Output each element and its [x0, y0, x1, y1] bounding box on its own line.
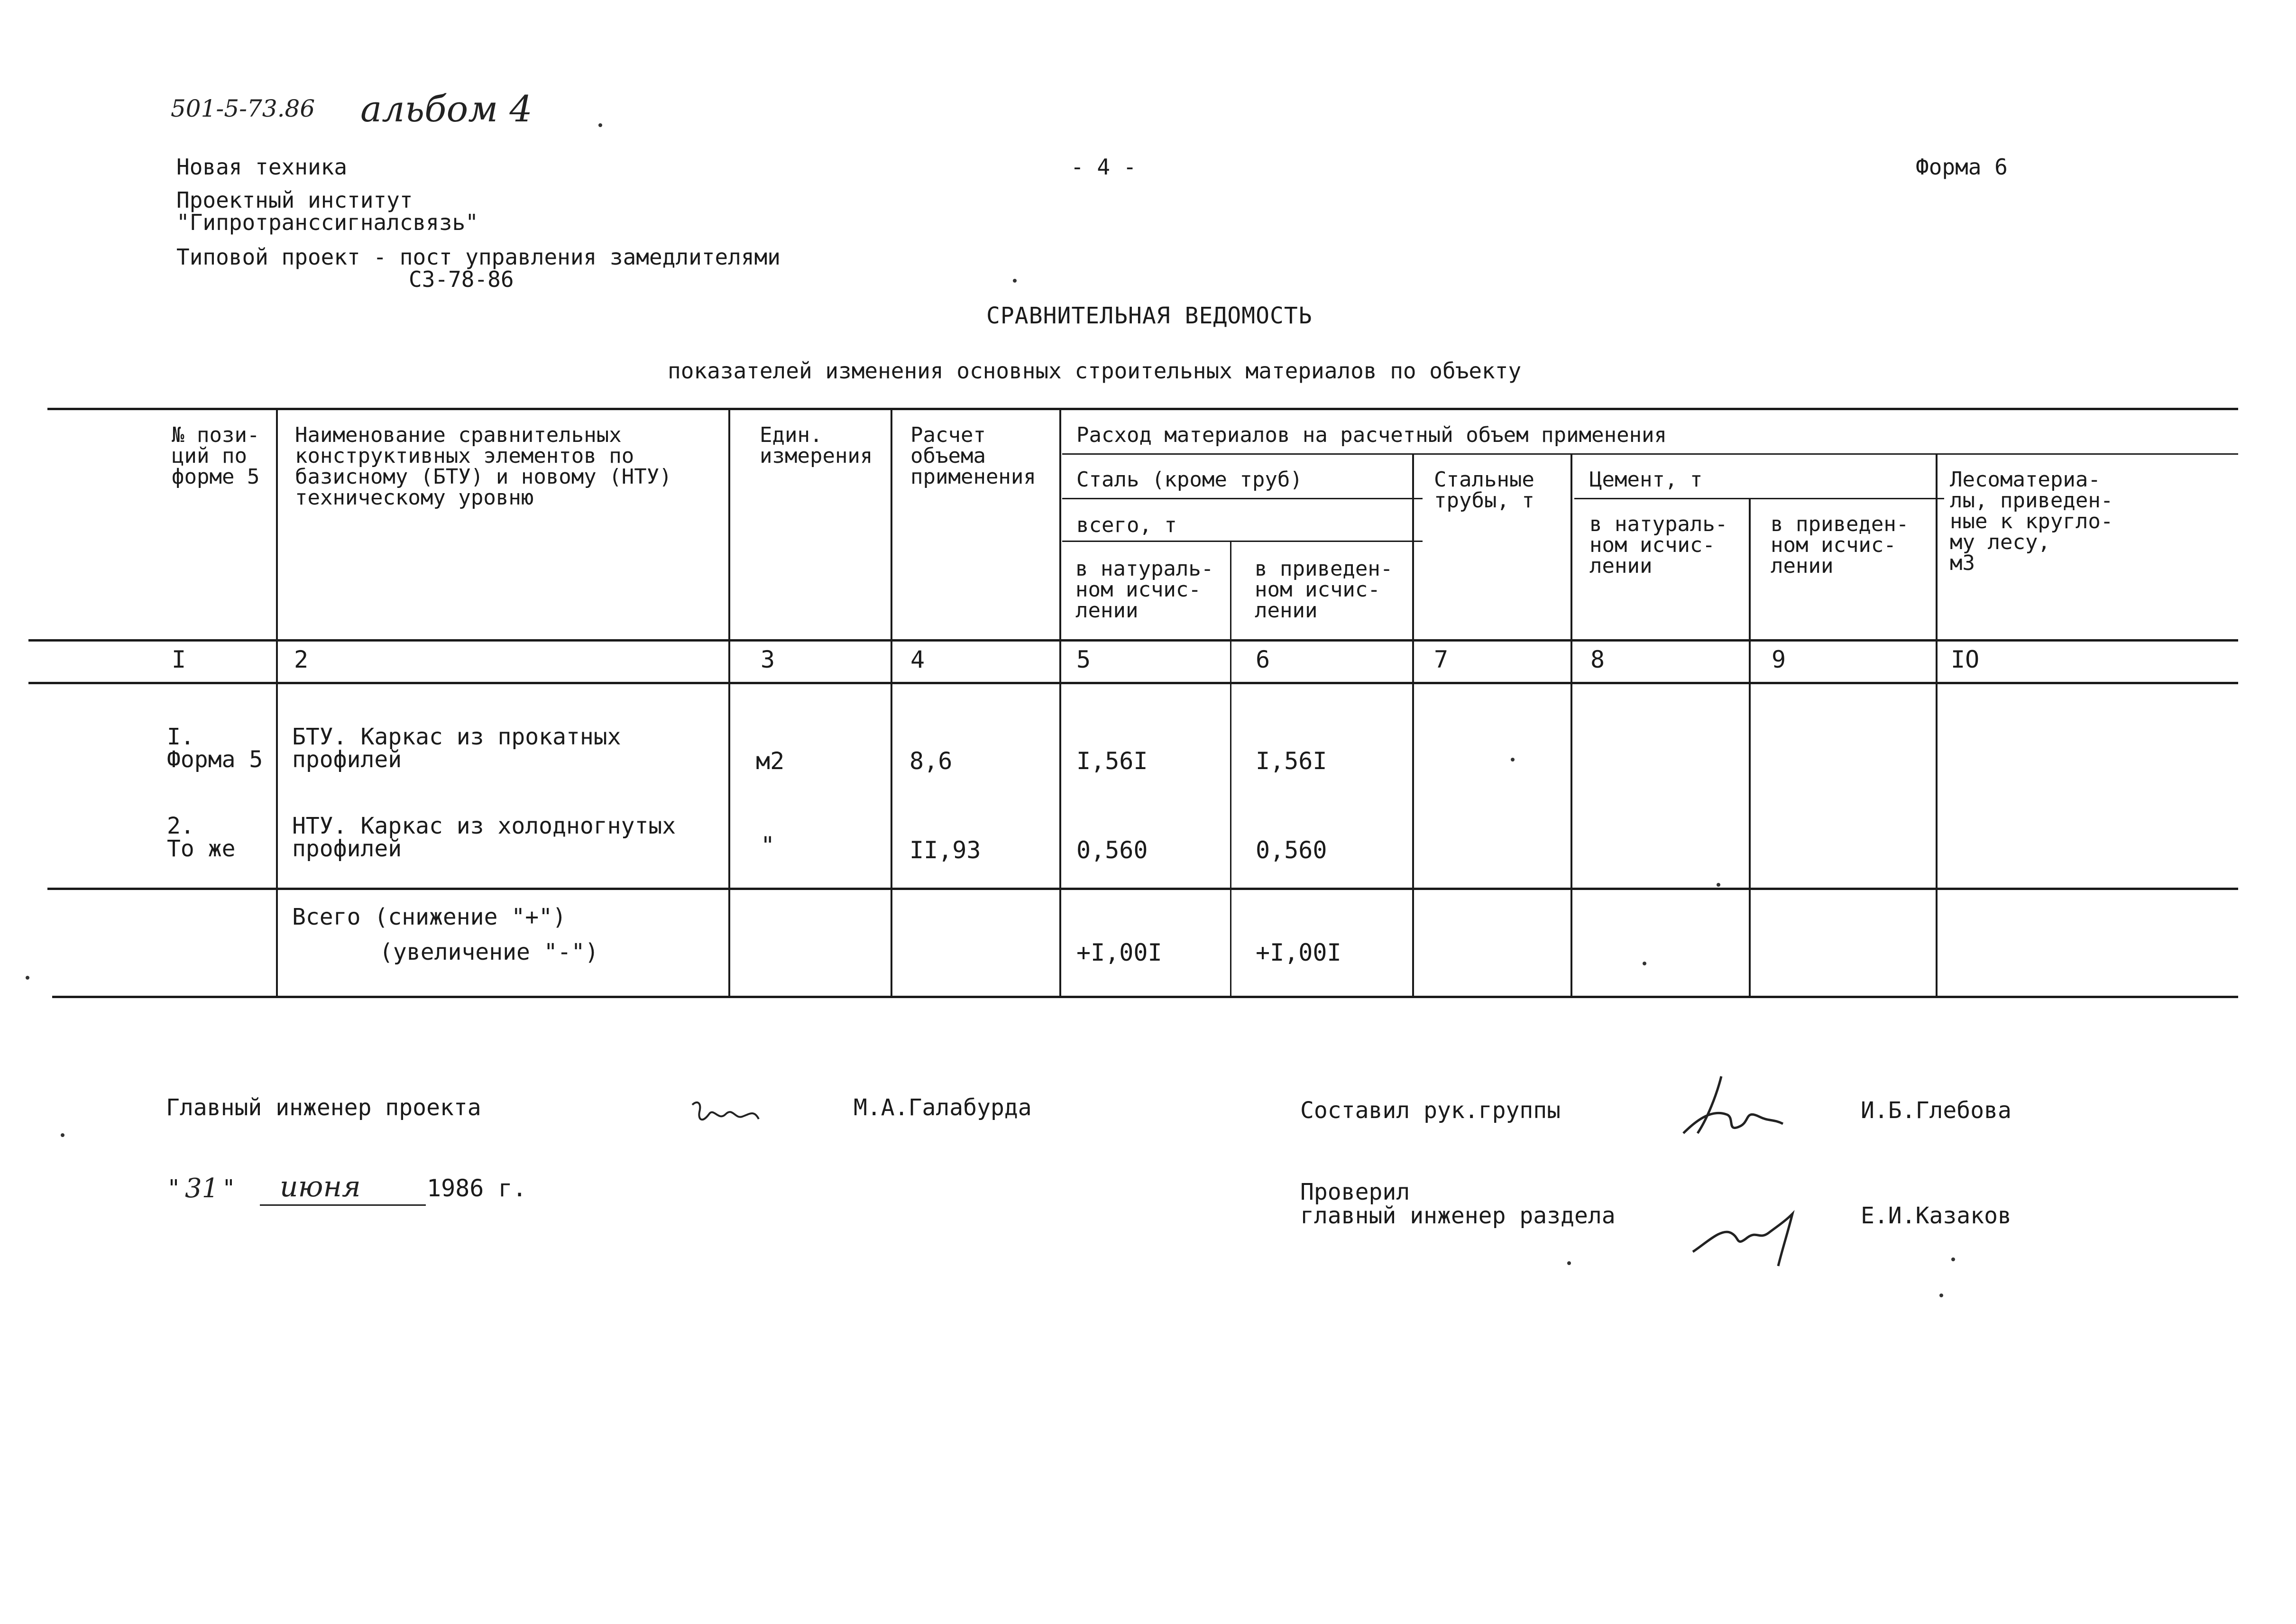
- header-steel-total: всего, т: [1076, 513, 1177, 537]
- scan-speck: [61, 1133, 64, 1137]
- col-divider-3: [891, 409, 892, 997]
- header-position: № пози- ций по форме 5: [172, 423, 260, 489]
- row-steel-reduced: 0,560: [1256, 836, 1327, 864]
- checked-by-name: Е.И.Казаков: [1861, 1202, 2011, 1229]
- col-divider-2: [728, 409, 730, 997]
- handwritten-album: альбом 4: [360, 88, 533, 130]
- document-subtitle: показателей изменения основных строительных материалов по объекту: [668, 358, 1522, 384]
- scan-speck: [26, 976, 29, 980]
- date-quote-close: ": [222, 1175, 236, 1202]
- scan-speck: [1511, 758, 1515, 762]
- date-month: июня: [280, 1170, 361, 1203]
- column-number-2: 2: [294, 646, 309, 673]
- row-element-name: НТУ. Каркас из холодногнутых профилей: [292, 813, 676, 862]
- column-numbers-bottom-border: [28, 682, 2238, 684]
- header-cement-reduced: в приведен- ном исчис- лении: [1771, 512, 1909, 578]
- col-divider-5: [1230, 541, 1231, 997]
- scan-speck: [1567, 1261, 1571, 1265]
- row-steel-reduced: I,56I: [1256, 747, 1327, 775]
- column-number-9: 9: [1772, 646, 1786, 673]
- table-top-border: [47, 408, 2238, 410]
- column-number-7: 7: [1434, 646, 1449, 673]
- header-steel-reduced: в приведен- ном исчис- лении: [1255, 557, 1393, 623]
- scan-speck: [1643, 962, 1646, 965]
- rows-bottom-border: [47, 888, 2238, 890]
- scan-speck: [598, 123, 602, 127]
- col-divider-9: [1936, 454, 1938, 997]
- header-volume: Расчет объема применения: [910, 423, 1036, 489]
- header-consumption-group: Расход материалов на расчетный объем применения: [1076, 423, 1667, 447]
- header-unit: Един. измерения: [760, 423, 873, 468]
- scan-speck: [1939, 1294, 1943, 1297]
- row-unit: м2: [756, 747, 785, 775]
- header-steel: Сталь (кроме труб): [1076, 468, 1303, 492]
- date-day: 31: [185, 1173, 219, 1204]
- row-element-name: БТУ. Каркас из прокатных профилей: [292, 724, 621, 773]
- row-position: I. Форма 5: [167, 724, 263, 773]
- compiled-by-label: Составил рук.группы: [1300, 1097, 1561, 1124]
- steel-sub-divider: [1062, 541, 1423, 542]
- total-label-increase: (увеличение "-"): [379, 939, 599, 965]
- scan-speck: [1951, 1257, 1955, 1261]
- column-number-10: IO: [1951, 646, 1980, 673]
- row-steel-natural: 0,560: [1076, 836, 1148, 864]
- table-bottom-border: [52, 996, 2238, 998]
- org-line-2: Проектный институт: [176, 187, 413, 213]
- project-line: Типовой проект - пост управления замедлителями: [176, 244, 781, 270]
- scan-speck: [1013, 279, 1017, 283]
- scan-speck: [1717, 883, 1720, 887]
- column-number-4: 4: [910, 646, 925, 673]
- compiled-by-signature: [1679, 1072, 1792, 1147]
- compiled-by-name: И.Б.Глебова: [1861, 1097, 2011, 1124]
- column-number-5: 5: [1076, 646, 1091, 673]
- steel-total-divider: [1062, 498, 1423, 499]
- col-divider-1: [276, 409, 278, 997]
- header-bottom-border: [28, 639, 2238, 642]
- chief-engineer-label: Главный инженер проекта: [166, 1094, 481, 1121]
- header-cement-natural: в натураль- ном исчис- лении: [1589, 512, 1728, 578]
- checked-by-signature: [1688, 1195, 1802, 1271]
- header-element-name: Наименование сравнительных конструктивных элементов по базисному (БТУ) и новому (НТУ) техническому уровню: [295, 423, 672, 510]
- header-cement: Цемент, т: [1589, 468, 1703, 492]
- date-month-underline: [260, 1204, 426, 1206]
- col-divider-6: [1412, 454, 1414, 997]
- column-number-3: 3: [761, 646, 775, 673]
- handwritten-code: 501-5-73.86: [171, 95, 315, 122]
- row-position: 2. То же: [167, 813, 236, 862]
- chief-engineer-name: М.А.Галабурда: [854, 1094, 1032, 1121]
- group-header-divider: [1062, 453, 2238, 455]
- header-steel-natural: в натураль- ном исчис- лении: [1075, 557, 1214, 623]
- total-label-decrease: Всего (снижение "+"): [292, 904, 566, 930]
- column-number-1: I: [172, 646, 186, 673]
- org-line-3: "Гипротранссигналсвязь": [176, 210, 478, 235]
- total-steel-reduced: +I,00I: [1256, 939, 1341, 966]
- document-title: СРАВНИТЕЛЬНАЯ ВЕДОМОСТЬ: [986, 303, 1313, 329]
- col-divider-8: [1749, 498, 1751, 997]
- row-volume: II,93: [909, 836, 981, 864]
- col-divider-7: [1570, 454, 1572, 997]
- header-timber: Лесоматериа- лы, приведен- ные к кругло- му лесу, м3: [1950, 468, 2113, 575]
- header-steel-pipes: Стальные трубы, т: [1434, 468, 1534, 513]
- project-code: СЗ-78-86: [409, 266, 514, 292]
- row-unit: ": [761, 832, 775, 859]
- org-line-1: Новая техника: [176, 154, 348, 180]
- checked-by-position: главный инженер раздела: [1300, 1202, 1616, 1229]
- col-divider-4: [1059, 409, 1061, 997]
- row-volume: 8,6: [909, 747, 953, 775]
- column-number-8: 8: [1590, 646, 1605, 673]
- total-steel-natural: +I,00I: [1076, 939, 1162, 966]
- date-year: 1986 г.: [427, 1174, 527, 1202]
- form-label: Форма 6: [1916, 154, 2008, 180]
- cement-sub-divider: [1574, 498, 1944, 499]
- column-number-6: 6: [1256, 646, 1270, 673]
- row-steel-natural: I,56I: [1076, 747, 1148, 775]
- page-number: - 4 -: [1071, 154, 1137, 180]
- date-quote-open: ": [167, 1175, 181, 1202]
- checked-by-label: Проверил: [1300, 1179, 1410, 1205]
- chief-engineer-signature: [688, 1095, 773, 1133]
